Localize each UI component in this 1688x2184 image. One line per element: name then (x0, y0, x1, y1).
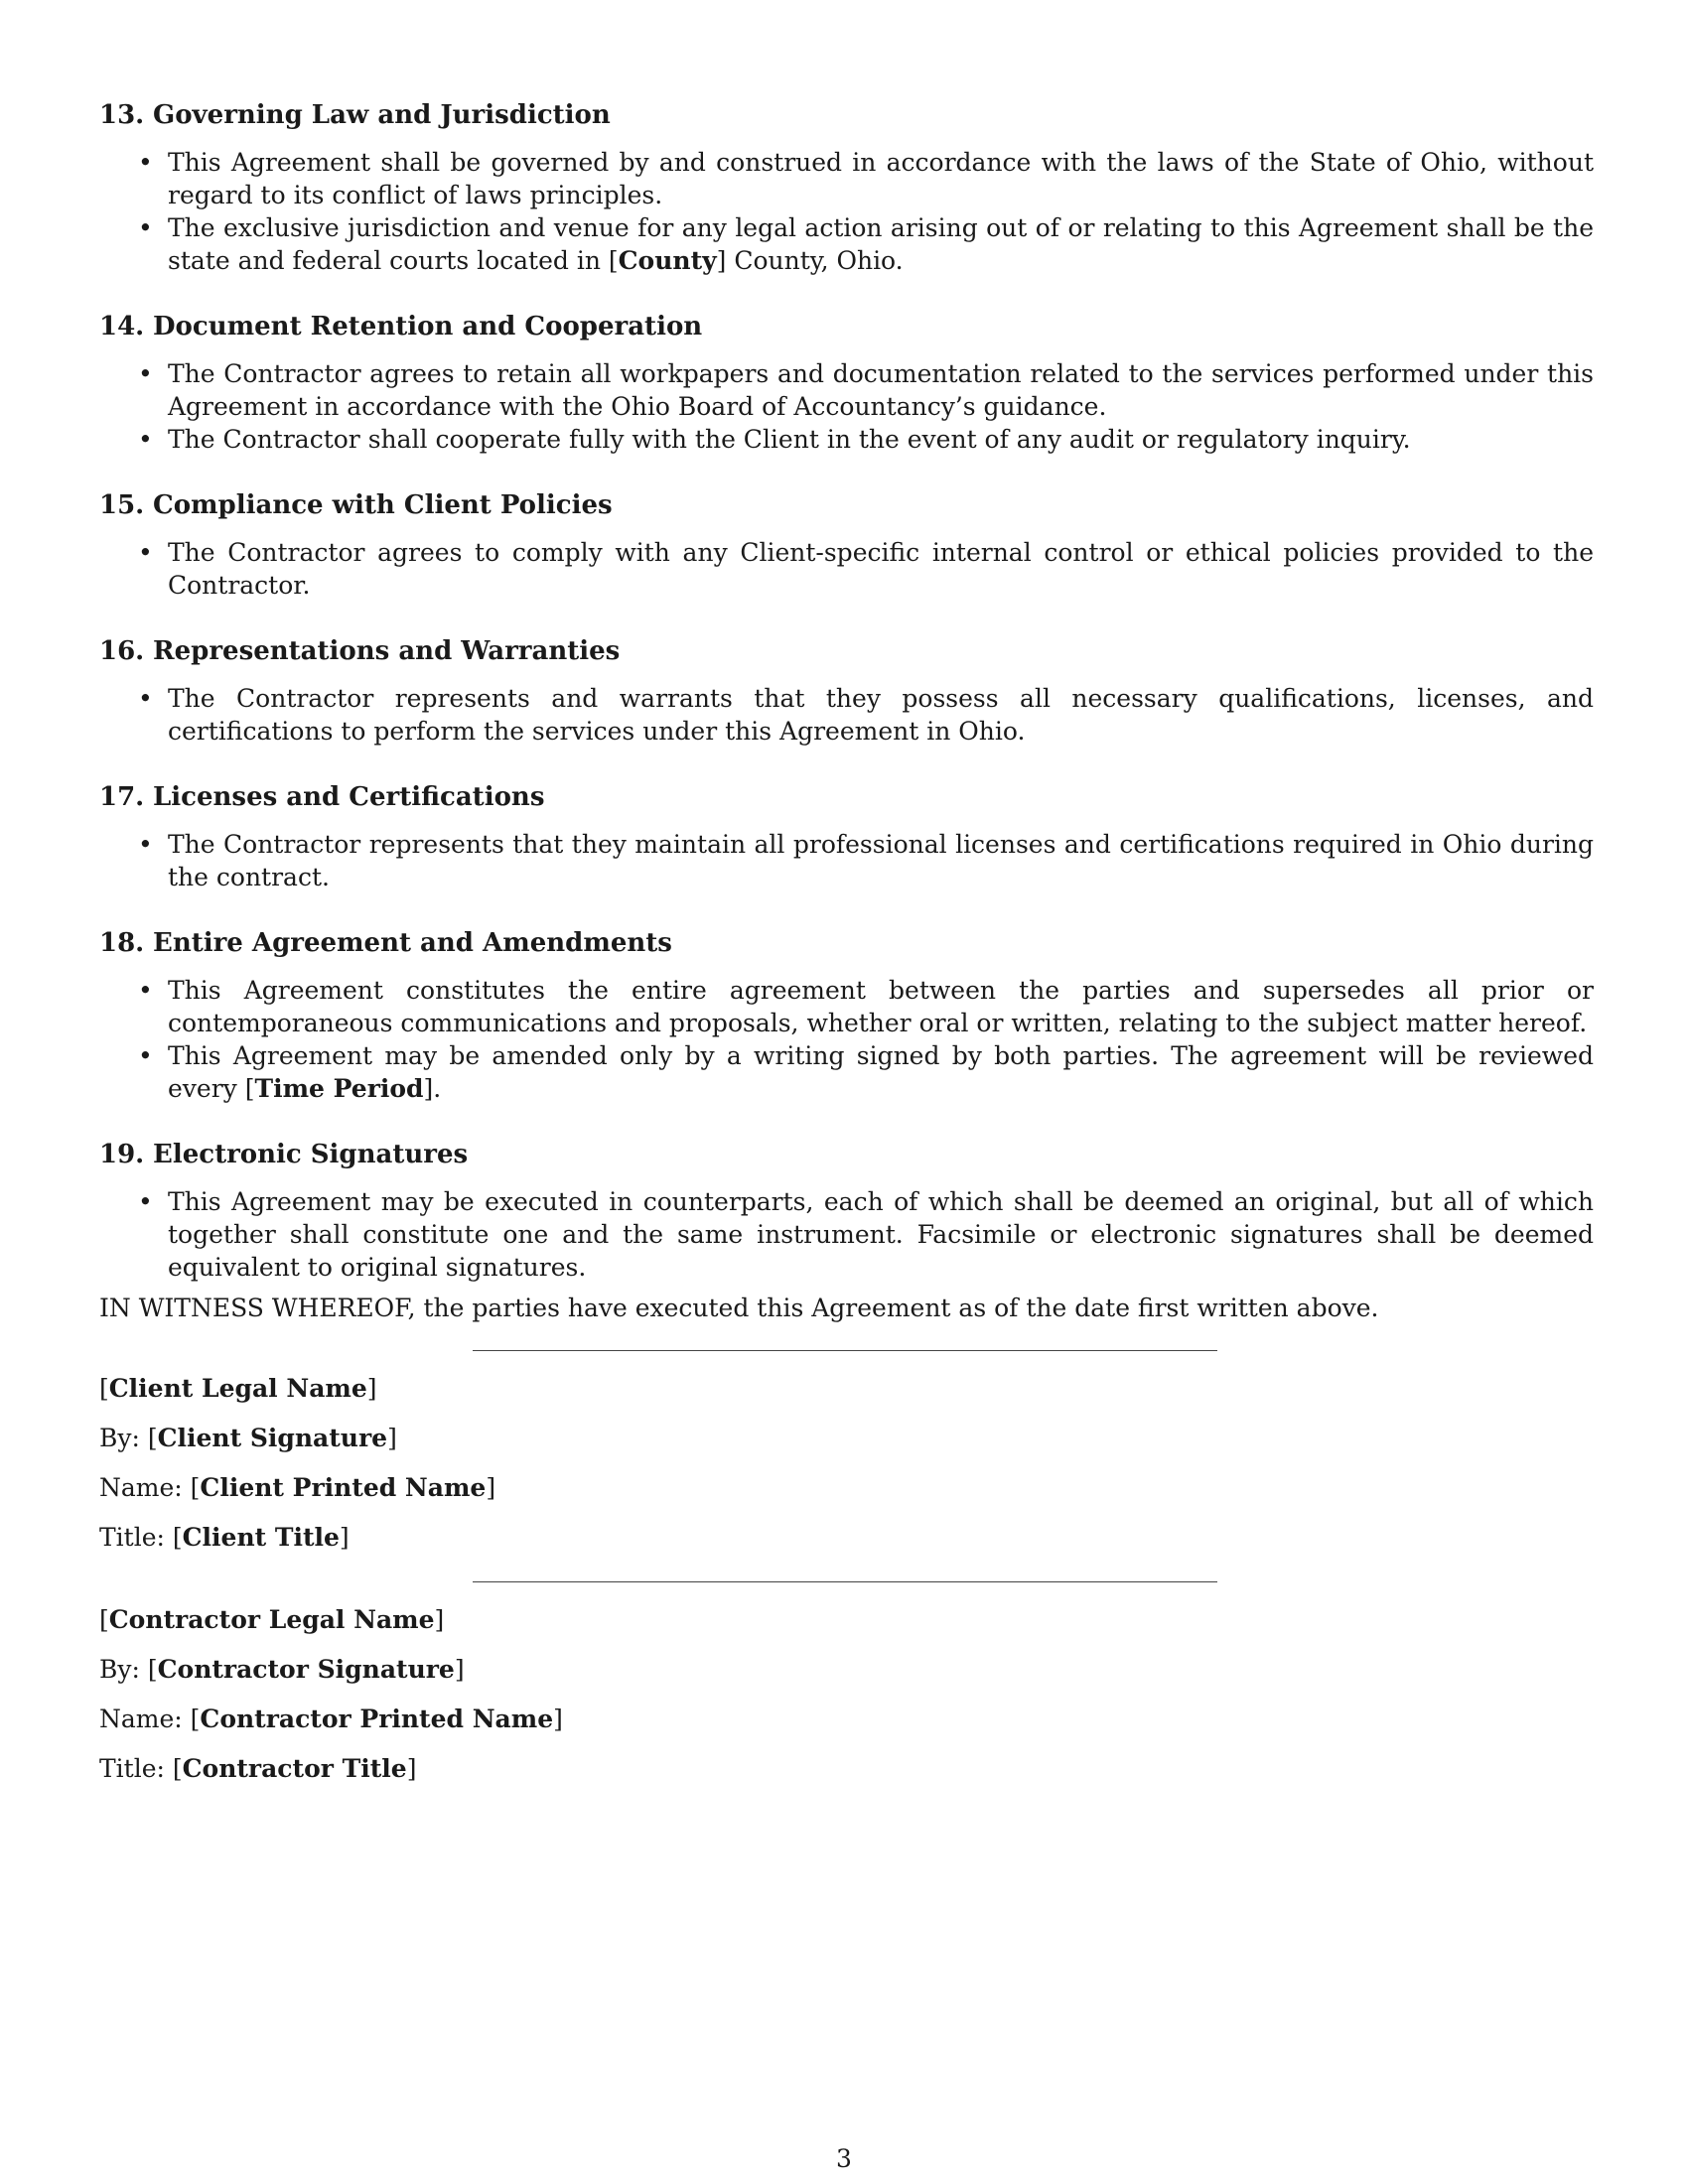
section-heading: 15. Compliance with Client Policies (99, 490, 613, 520)
section-heading: 18. Entire Agreement and Amendments (99, 928, 672, 958)
section-heading: 17. Licenses and Certifications (99, 782, 545, 812)
contractor-signature-block (99, 1603, 1594, 1785)
list-item: • The Contractor shall cooperate fully with the Client in the event of any audit or regulatory inquiry. (99, 423, 1594, 456)
list-item: • The exclusive jurisdiction and venue for any legal action arising out of or relating to this Agreement shall be the state and federal courts located in [County] County, Ohio. (99, 211, 1594, 277)
list-item: • This Agreement constitutes the entire agreement between the parties and supersedes all prior or contemporaneous communications and proposals, whether oral or written, relating to the subject matter hereof. (99, 974, 1594, 1039)
section-heading: 13. Governing Law and Jurisdiction (99, 100, 611, 130)
list-item: • This Agreement shall be governed by and construed in accordance with the laws of the State of Ohio, without regard to its conflict of laws principles. (99, 146, 1594, 211)
section-18 (99, 927, 1594, 1105)
contractor-by-line: By: [Contractor Signature] (99, 1655, 465, 1684)
contractor-legal-name: [Contractor Legal Name] (99, 1605, 445, 1634)
section-heading: 19. Electronic Signatures (99, 1140, 469, 1169)
list-item: • The Contractor represents and warrants that they possess all necessary qualifications, licenses, and certifications to perform the services under this Agreement in Ohio. (99, 682, 1594, 748)
section-16 (99, 635, 1594, 748)
signature-divider (473, 1350, 1217, 1351)
signature-divider (473, 1581, 1217, 1582)
section-14 (99, 311, 1594, 456)
bullet-list (99, 146, 1594, 277)
section-heading: 14. Document Retention and Cooperation (99, 312, 703, 341)
list-item: • The Contractor agrees to retain all workpapers and documentation related to the services performed under this Agreement in accordance with the Ohio Board of Accountancy’s guidance. (99, 357, 1594, 423)
document-page (99, 99, 1594, 1813)
bullet-list (99, 682, 1594, 748)
list-item: • This Agreement may be executed in counterparts, each of which shall be deemed an original, but all of which together shall constitute one and the same instrument. Facsimile or electronic signatures shall be deemed equivalent to original signatures. (99, 1185, 1594, 1284)
list-item: • The Contractor represents that they maintain all professional licenses and certifications required in Ohio during the contract. (99, 828, 1594, 893)
section-heading: 16. Representations and Warranties (99, 636, 621, 666)
client-legal-name: [Client Legal Name] (99, 1374, 377, 1403)
bullet-list (99, 1185, 1594, 1284)
section-19 (99, 1139, 1594, 1284)
bullet-list (99, 536, 1594, 602)
bullet-list (99, 974, 1594, 1105)
placeholder-county: County (618, 246, 717, 275)
witness-statement: IN WITNESS WHEREOF, the parties have executed this Agreement as of the date first written above. (99, 1294, 1379, 1322)
client-name-line: Name: [Client Printed Name] (99, 1473, 496, 1502)
client-by-line: By: [Client Signature] (99, 1424, 397, 1452)
bullet-list (99, 828, 1594, 893)
contractor-name-line: Name: [Contractor Printed Name] (99, 1705, 563, 1733)
client-title-line: Title: [Client Title] (99, 1523, 350, 1552)
list-item: • This Agreement may be amended only by a writing signed by both parties. The agreement will be reviewed every [Time Period]. (99, 1039, 1594, 1105)
section-17 (99, 781, 1594, 893)
contractor-title-line: Title: [Contractor Title] (99, 1754, 417, 1783)
placeholder-time-period: Time Period (254, 1074, 424, 1103)
bullet-list (99, 357, 1594, 456)
section-13 (99, 99, 1594, 277)
page-number: 3 (836, 2144, 852, 2173)
client-signature-block (99, 1372, 1594, 1554)
list-item: • The Contractor agrees to comply with any Client-specific internal control or ethical policies provided to the Contractor. (99, 536, 1594, 602)
section-15 (99, 489, 1594, 602)
